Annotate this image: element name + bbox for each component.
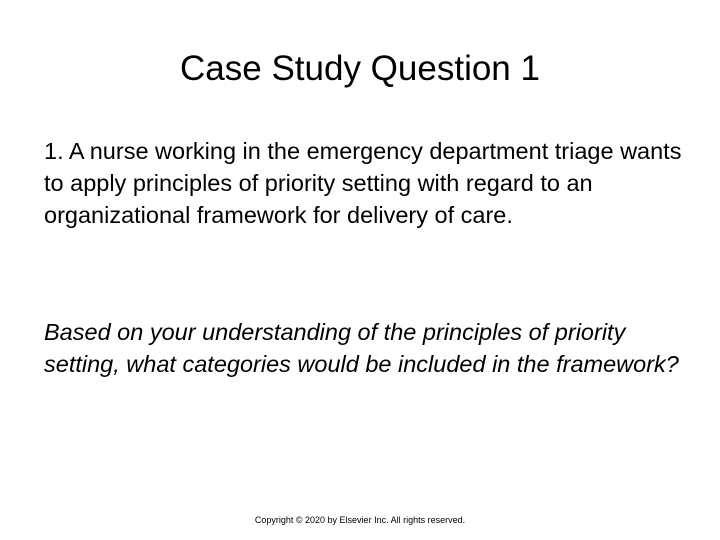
copyright-footer: Copyright © 2020 by Elsevier Inc. All rights reserved. [254, 515, 466, 525]
case-prompt-text: Based on your understanding of the principles of priority setting, what categories would be included in the framework? [44, 319, 679, 377]
case-question-text: 1. A nurse working in the emergency department triage wants to apply principles of priority setting with regard to an organizational framework for delivery of care. [44, 138, 682, 228]
slide-title: Case Study Question 1 [180, 49, 540, 88]
